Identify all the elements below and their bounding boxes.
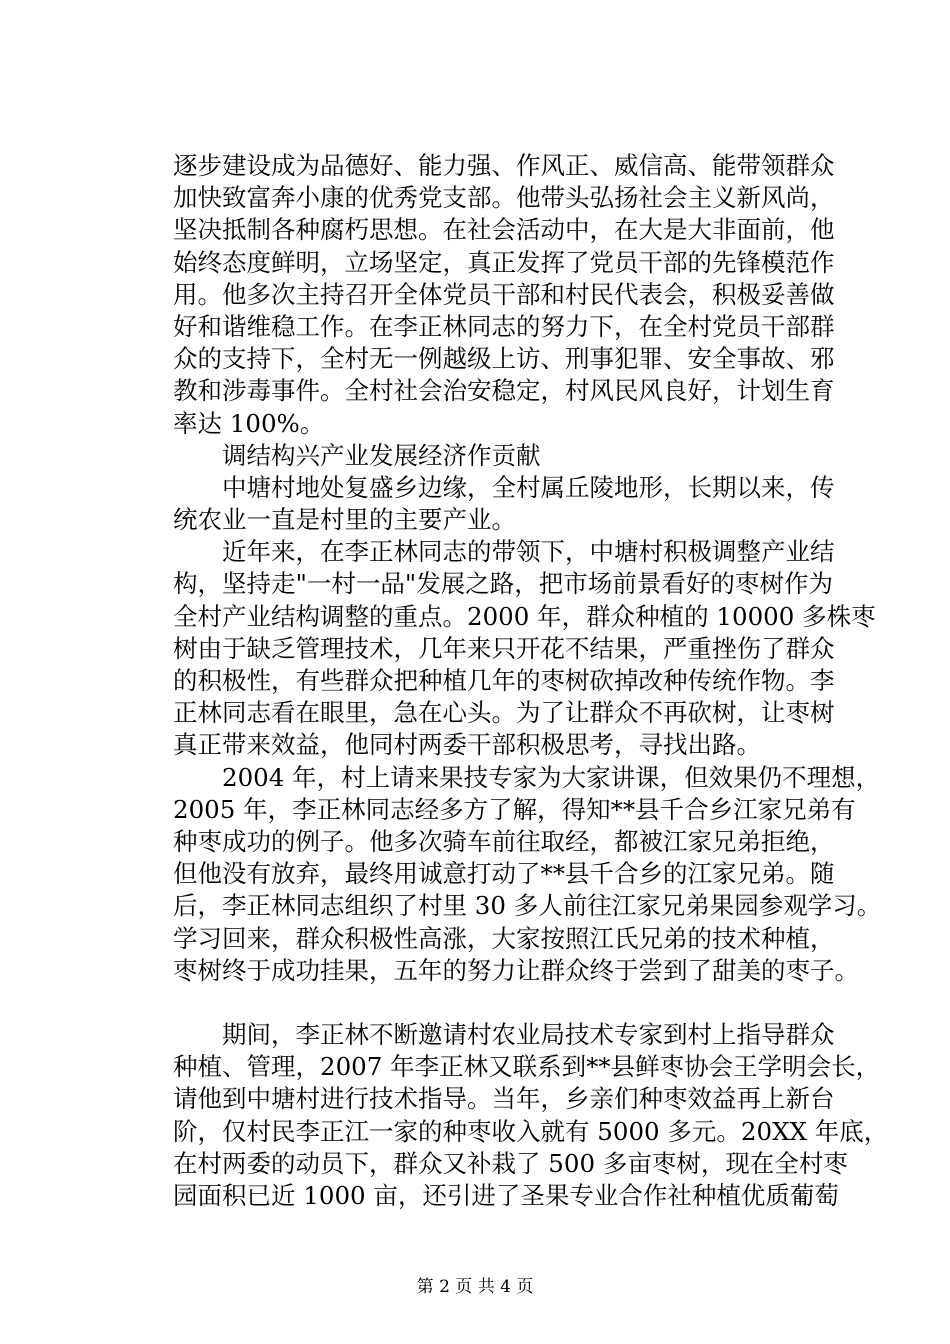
text-line: 在村两委的动员下，群众又补栽了 500 多亩枣树，现在全村枣 [173,1148,848,1178]
text-line: 近年来，在李正林同志的带领下，中塘村积极调整产业结 [173,537,835,567]
text-line: 树由于缺乏管理技术，几年来只开花不结果，严重挫伤了群众 [173,633,835,663]
text-line: 教和涉毒事件。全村社会治安稳定，村风民风良好，计划生育 [173,376,835,406]
paragraph [173,472,833,536]
text-line: 坚决抵制各种腐朽思想。在社会活动中，在大是大非面前，他 [173,215,835,245]
text-line: 2004 年，村上请来果技专家为大家讲课，但效果仍不理想， [173,762,881,792]
text-line: 种植、管理，2007 年李正林又联系到**县鲜枣协会王学明会长， [173,1052,881,1082]
paragraph [173,440,833,472]
paragraph [173,1019,889,1212]
text-line: 加快致富奔小康的优秀党支部。他带头弘扬社会主义新风尚， [173,183,835,213]
text-line: 园面积已近 1000 亩，还引进了圣果专业合作社种植优质葡萄 [173,1181,839,1210]
text-line: 的积极性，有些群众把种植几年的枣树砍掉改种传统作物。李 [173,666,835,695]
text-line: 2005 年，李正林同志经多方了解，得知**县千合乡江家兄弟有 [173,794,856,824]
text-line: 始终态度鲜明，立场坚定，真正发挥了党员干部的先锋模范作 [173,247,835,277]
paragraph [173,536,876,761]
text-line: 期间，李正林不断邀请村农业局技术专家到村上指导群众 [173,1020,835,1050]
text-line: 但他没有放弃，最终用诚意打动了**县千合乡的江家兄弟。随 [173,859,835,889]
text-line: 后，李正林同志组织了村里 30 多人前往江家兄弟果园参观学习。 [173,891,882,921]
text-line: 用。他多次主持召开全体党员干部和村民代表会，积极妥善做 [173,279,835,309]
page-number-label: 第 2 页 共 4 页 [416,1277,534,1297]
text-line: 率达 100%。 [173,408,325,438]
page-footer [0,1276,950,1298]
text-line: 好和谐维稳工作。在李正林同志的努力下，在全村党员干部群 [173,311,835,341]
text-line: 调结构兴产业发展经济作贡献 [173,440,541,470]
paragraph [173,150,833,440]
paragraph [173,762,882,987]
text-line: 真正带来效益，他同村两委干部积极思考，寻找出路。 [173,730,761,760]
text-line: 学习回来，群众积极性高涨，大家按照江氏兄弟的技术种植， [173,923,835,953]
text-line: 构，坚持走"一村一品"发展之路，把市场前景看好的枣树作为 [173,569,833,599]
text-line: 种枣成功的例子。他多次骑车前往取经，都被江家兄弟拒绝， [173,826,835,856]
text-line: 枣树终于成功挂果，五年的努力让群众终于尝到了甜美的枣子。 [173,955,859,985]
paragraph-gap [173,987,833,1019]
text-line: 众的支持下，全村无一例越级上访、刑事犯罪、安全事故、邪 [173,344,835,374]
text-line: 正林同志看在眼里，急在心头。为了让群众不再砍树，让枣树 [173,698,835,728]
text-line: 请他到中塘村进行技术指导。当年，乡亲们种枣效益再上新台 [173,1084,835,1114]
document-body [173,150,889,1212]
text-line: 逐步建设成为品德好、能力强、作风正、威信高、能带领群众 [173,151,835,180]
text-line: 全村产业结构调整的重点。2000 年，群众种植的 10000 多株枣 [173,601,876,631]
text-line: 阶，仅村民李正江一家的种枣收入就有 5000 多元。20XX 年底， [173,1116,889,1146]
text-line: 中塘村地处复盛乡边缘，全村属丘陵地形，长期以来，传 [173,472,835,502]
text-line: 统农业一直是村里的主要产业。 [173,505,516,535]
